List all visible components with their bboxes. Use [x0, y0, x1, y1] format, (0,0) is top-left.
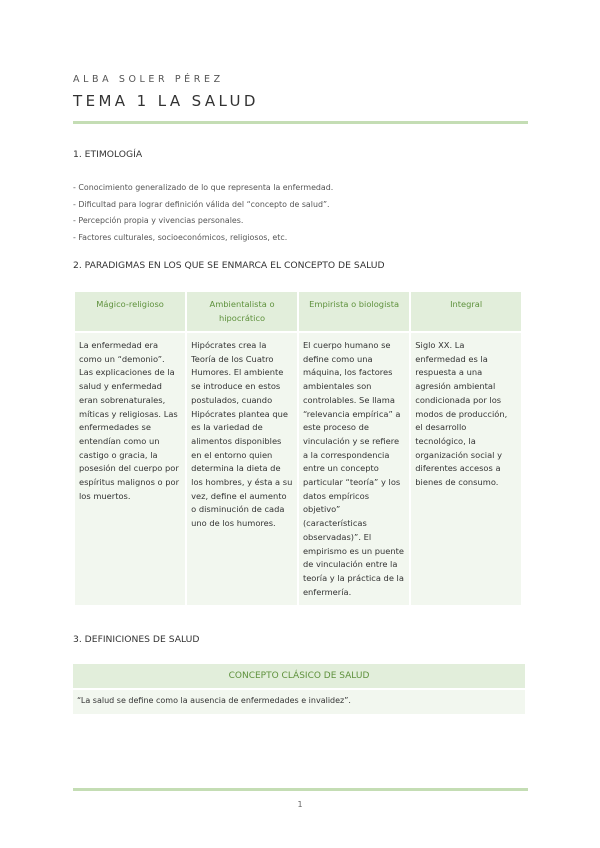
column-header: Ambientalista o hipocrático	[187, 292, 297, 331]
list-item: - Factores culturales, socioeconómicos, religiosos, etc.	[73, 232, 288, 242]
list-item: - Dificultad para lograr definición válida del “concepto de salud”.	[73, 199, 330, 209]
header-divider	[73, 121, 528, 124]
list-item: - Percepción propia y vivencias personales.	[73, 216, 244, 225]
paradigms-table	[73, 290, 523, 607]
author-name: ALBA SOLER PÉREZ	[73, 74, 224, 85]
table-cell: El cuerpo humano se define como una máquina, los factores ambientales son controlables. Se llama “relevancia empírica” a este proceso de vinculación y se refiere a la correspondencia entre un concepto particular “teoría” y los datos empíricos objetivo” (características observadas)”. El empirismo es un puente de vinculación entre la teoría y la práctica de la enfermería.	[299, 333, 409, 605]
table-cell: La enfermedad era como un “demonio”. Las explicaciones de la salud y enfermedad eran sobrenaturales, míticas y religiosas. Las enfermedades se entendían como un castigo o gracia, la posesión del cuerpo por espíritus malignos o por los muertos.	[75, 333, 185, 605]
column-header: Integral	[411, 292, 521, 331]
column-header: Empirista o biologista	[299, 292, 409, 331]
document-title: TEMA 1 LA SALUD	[73, 92, 259, 110]
section-heading-etimologia: 1. ETIMOLOGÍA	[73, 149, 143, 160]
page-number: 1	[297, 800, 303, 809]
etimologia-list	[73, 180, 333, 246]
table-header-row	[75, 292, 521, 331]
table-cell: Siglo XX. La enfermedad es la respuesta a una agresión ambiental condicionada por los modos de producción, el desarrollo tecnológico, la organización social y diferentes accesos a bienes de consumo.	[411, 333, 521, 605]
classic-concept-text: “La salud se define como la ausencia de enfermedades e invalidez”.	[73, 690, 525, 714]
classic-concept-title: CONCEPTO CLÁSICO DE SALUD	[73, 664, 525, 688]
column-header: Mágico-religioso	[75, 292, 185, 331]
table-row	[75, 333, 521, 605]
table-cell: Hipócrates crea la Teoría de los Cuatro Humores. El ambiente se introduce en estos postulados, cuando Hipócrates plantea que es la variedad de alimentos disponibles en el entorno quien determina la dieta de los hombres, y ésta a su vez, define el aumento o disminución de cada uno de los humores.	[187, 333, 297, 605]
classic-concept-box	[73, 664, 525, 714]
section-heading-definiciones: 3. DEFINICIONES DE SALUD	[73, 634, 200, 645]
footer-divider	[73, 788, 528, 791]
section-heading-paradigmas: 2. PARADIGMAS EN LOS QUE SE ENMARCA EL CONCEPTO DE SALUD	[73, 260, 385, 271]
list-item: - Conocimiento generalizado de lo que representa la enfermedad.	[73, 183, 334, 192]
